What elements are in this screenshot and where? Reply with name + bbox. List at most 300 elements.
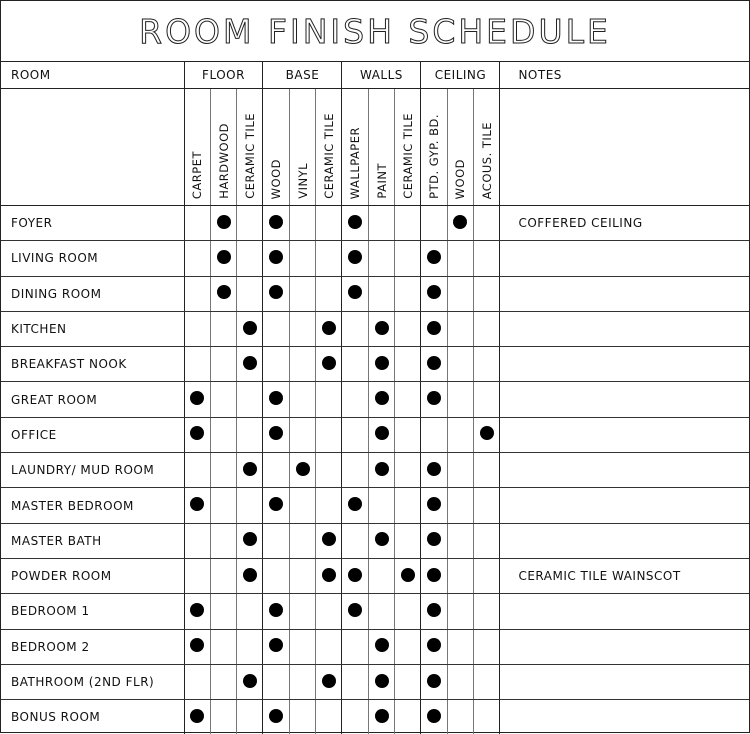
room-name: BREAKFAST NOOK <box>1 347 184 382</box>
filled-dot-icon <box>269 603 283 617</box>
table-row <box>1 241 749 276</box>
cell-walls-paint <box>368 629 394 664</box>
cell-walls-wallpaper <box>342 382 368 417</box>
filled-dot-icon <box>217 215 231 229</box>
cell-walls-paint <box>368 382 394 417</box>
notes-cell <box>500 488 749 523</box>
notes-cell <box>500 594 749 629</box>
cell-floor-hardwood <box>210 241 236 276</box>
filled-dot-icon <box>322 356 336 370</box>
filled-dot-icon <box>269 426 283 440</box>
cell-walls-paint <box>368 594 394 629</box>
cell-walls-wallpaper <box>342 594 368 629</box>
cell-walls-wallpaper <box>342 664 368 699</box>
column-header-label: WOOD <box>453 158 468 199</box>
filled-dot-icon <box>243 568 257 582</box>
cell-base-ceramic-tile <box>316 594 342 629</box>
cell-base-vinyl <box>289 382 315 417</box>
cell-floor-carpet <box>184 629 210 664</box>
filled-dot-icon <box>269 285 283 299</box>
column-header-ceiling-wood <box>447 89 473 206</box>
cell-ceiling-acous-tile <box>474 241 500 276</box>
notes-cell <box>500 311 749 346</box>
filled-dot-icon <box>427 497 441 511</box>
cell-walls-ceramic-tile <box>395 311 421 346</box>
cell-base-ceramic-tile <box>316 700 342 734</box>
cell-base-ceramic-tile <box>316 523 342 558</box>
cell-walls-wallpaper <box>342 700 368 734</box>
notes-cell <box>500 417 749 452</box>
filled-dot-icon <box>243 321 257 335</box>
cell-ceiling-acous-tile <box>474 558 500 593</box>
cell-ceiling-ptd-gyp-bd <box>421 629 447 664</box>
cell-floor-ceramic-tile <box>237 206 263 241</box>
cell-base-vinyl <box>289 700 315 734</box>
cell-ceiling-acous-tile <box>474 311 500 346</box>
filled-dot-icon <box>269 250 283 264</box>
cell-floor-hardwood <box>210 276 236 311</box>
cell-floor-hardwood <box>210 206 236 241</box>
room-name: DINING ROOM <box>1 276 184 311</box>
cell-ceiling-wood <box>447 417 473 452</box>
filled-dot-icon <box>375 709 389 723</box>
cell-floor-carpet <box>184 276 210 311</box>
filled-dot-icon <box>375 426 389 440</box>
cell-walls-wallpaper <box>342 629 368 664</box>
filled-dot-icon <box>427 462 441 476</box>
filled-dot-icon <box>269 497 283 511</box>
cell-ceiling-wood <box>447 523 473 558</box>
cell-floor-ceramic-tile <box>237 241 263 276</box>
cell-base-wood <box>263 629 289 664</box>
cell-walls-wallpaper <box>342 241 368 276</box>
filled-dot-icon <box>427 709 441 723</box>
room-name: BEDROOM 2 <box>1 629 184 664</box>
cell-base-wood <box>263 276 289 311</box>
cell-ceiling-acous-tile <box>474 488 500 523</box>
filled-dot-icon <box>190 638 204 652</box>
cell-walls-wallpaper <box>342 488 368 523</box>
table-row <box>1 700 749 734</box>
cell-base-wood <box>263 241 289 276</box>
filled-dot-icon <box>348 250 362 264</box>
table-row <box>1 382 749 417</box>
room-name: BATHROOM (2ND FLR) <box>1 664 184 699</box>
cell-walls-ceramic-tile <box>395 629 421 664</box>
table-row <box>1 594 749 629</box>
cell-walls-paint <box>368 311 394 346</box>
cell-base-vinyl <box>289 558 315 593</box>
cell-base-wood <box>263 523 289 558</box>
cell-floor-ceramic-tile <box>237 558 263 593</box>
table-row <box>1 488 749 523</box>
cell-floor-hardwood <box>210 382 236 417</box>
schedule-title: ROOM FINISH SCHEDULE <box>1 1 749 62</box>
cell-floor-ceramic-tile <box>237 488 263 523</box>
cell-floor-carpet <box>184 453 210 488</box>
filled-dot-icon <box>269 709 283 723</box>
cell-walls-ceramic-tile <box>395 276 421 311</box>
cell-ceiling-ptd-gyp-bd <box>421 276 447 311</box>
room-name: GREAT ROOM <box>1 382 184 417</box>
filled-dot-icon <box>427 568 441 582</box>
cell-base-wood <box>263 700 289 734</box>
cell-floor-carpet <box>184 417 210 452</box>
ceiling-header: CEILING <box>421 62 500 89</box>
cell-ceiling-ptd-gyp-bd <box>421 523 447 558</box>
cell-base-ceramic-tile <box>316 417 342 452</box>
filled-dot-icon <box>480 426 494 440</box>
table-row <box>1 347 749 382</box>
cell-ceiling-acous-tile <box>474 276 500 311</box>
filled-dot-icon <box>322 674 336 688</box>
cell-walls-paint <box>368 523 394 558</box>
room-name: OFFICE <box>1 417 184 452</box>
filled-dot-icon <box>375 532 389 546</box>
filled-dot-icon <box>269 215 283 229</box>
cell-ceiling-wood <box>447 382 473 417</box>
cell-floor-hardwood <box>210 700 236 734</box>
cell-ceiling-ptd-gyp-bd <box>421 594 447 629</box>
cell-base-wood <box>263 382 289 417</box>
cell-base-ceramic-tile <box>316 206 342 241</box>
filled-dot-icon <box>348 215 362 229</box>
filled-dot-icon <box>243 674 257 688</box>
cell-walls-wallpaper <box>342 453 368 488</box>
table-row <box>1 206 749 241</box>
column-header-base-wood <box>263 89 289 206</box>
filled-dot-icon <box>427 250 441 264</box>
cell-base-ceramic-tile <box>316 276 342 311</box>
cell-ceiling-wood <box>447 594 473 629</box>
filled-dot-icon <box>348 497 362 511</box>
cell-ceiling-ptd-gyp-bd <box>421 558 447 593</box>
filled-dot-icon <box>190 497 204 511</box>
cell-base-vinyl <box>289 241 315 276</box>
filled-dot-icon <box>427 321 441 335</box>
cell-walls-ceramic-tile <box>395 523 421 558</box>
cell-walls-paint <box>368 488 394 523</box>
filled-dot-icon <box>375 321 389 335</box>
cell-floor-hardwood <box>210 594 236 629</box>
cell-walls-wallpaper <box>342 523 368 558</box>
cell-base-vinyl <box>289 594 315 629</box>
cell-walls-paint <box>368 417 394 452</box>
notes-cell <box>500 347 749 382</box>
cell-floor-carpet <box>184 700 210 734</box>
cell-walls-paint <box>368 664 394 699</box>
cell-base-wood <box>263 488 289 523</box>
filled-dot-icon <box>322 321 336 335</box>
room-name: BEDROOM 1 <box>1 594 184 629</box>
cell-walls-paint <box>368 241 394 276</box>
cell-walls-ceramic-tile <box>395 558 421 593</box>
cell-floor-hardwood <box>210 453 236 488</box>
cell-ceiling-ptd-gyp-bd <box>421 347 447 382</box>
cell-floor-hardwood <box>210 629 236 664</box>
cell-walls-paint <box>368 700 394 734</box>
cell-base-wood <box>263 558 289 593</box>
cell-floor-hardwood <box>210 347 236 382</box>
cell-ceiling-acous-tile <box>474 417 500 452</box>
room-name: KITCHEN <box>1 311 184 346</box>
cell-floor-ceramic-tile <box>237 382 263 417</box>
filled-dot-icon <box>427 391 441 405</box>
cell-walls-ceramic-tile <box>395 594 421 629</box>
column-header-floor-carpet <box>184 89 210 206</box>
cell-floor-hardwood <box>210 558 236 593</box>
cell-floor-ceramic-tile <box>237 276 263 311</box>
cell-base-wood <box>263 311 289 346</box>
cell-base-wood <box>263 453 289 488</box>
filled-dot-icon <box>375 356 389 370</box>
cell-base-vinyl <box>289 347 315 382</box>
cell-ceiling-acous-tile <box>474 700 500 734</box>
column-header-label: CARPET <box>190 150 205 199</box>
filled-dot-icon <box>375 674 389 688</box>
filled-dot-icon <box>190 709 204 723</box>
filled-dot-icon <box>427 603 441 617</box>
cell-base-ceramic-tile <box>316 558 342 593</box>
schedule-grid <box>1 62 749 734</box>
cell-ceiling-ptd-gyp-bd <box>421 206 447 241</box>
cell-walls-ceramic-tile <box>395 488 421 523</box>
column-header-floor-ceramic-tile <box>237 89 263 206</box>
cell-walls-ceramic-tile <box>395 382 421 417</box>
column-header-walls-ceramic-tile <box>395 89 421 206</box>
room-subheader-blank <box>1 89 184 206</box>
filled-dot-icon <box>375 391 389 405</box>
cell-walls-ceramic-tile <box>395 664 421 699</box>
table-row <box>1 523 749 558</box>
cell-ceiling-ptd-gyp-bd <box>421 382 447 417</box>
cell-ceiling-acous-tile <box>474 382 500 417</box>
filled-dot-icon <box>217 285 231 299</box>
cell-base-vinyl <box>289 523 315 558</box>
cell-walls-wallpaper <box>342 558 368 593</box>
cell-ceiling-wood <box>447 206 473 241</box>
table-row <box>1 311 749 346</box>
cell-ceiling-ptd-gyp-bd <box>421 311 447 346</box>
filled-dot-icon <box>322 532 336 546</box>
cell-ceiling-acous-tile <box>474 629 500 664</box>
room-name: LIVING ROOM <box>1 241 184 276</box>
room-name: FOYER <box>1 206 184 241</box>
filled-dot-icon <box>322 568 336 582</box>
cell-floor-hardwood <box>210 523 236 558</box>
cell-base-vinyl <box>289 488 315 523</box>
notes-cell <box>500 664 749 699</box>
filled-dot-icon <box>190 391 204 405</box>
filled-dot-icon <box>401 568 415 582</box>
cell-base-ceramic-tile <box>316 664 342 699</box>
cell-base-ceramic-tile <box>316 453 342 488</box>
cell-floor-ceramic-tile <box>237 347 263 382</box>
notes-cell <box>500 382 749 417</box>
cell-base-wood <box>263 594 289 629</box>
cell-ceiling-acous-tile <box>474 206 500 241</box>
cell-floor-carpet <box>184 241 210 276</box>
cell-base-ceramic-tile <box>316 347 342 382</box>
cell-walls-ceramic-tile <box>395 206 421 241</box>
cell-base-vinyl <box>289 629 315 664</box>
filled-dot-icon <box>427 674 441 688</box>
cell-ceiling-acous-tile <box>474 453 500 488</box>
table-row <box>1 629 749 664</box>
cell-base-vinyl <box>289 417 315 452</box>
cell-walls-wallpaper <box>342 347 368 382</box>
notes-cell <box>500 453 749 488</box>
room-name: LAUNDRY/ MUD ROOM <box>1 453 184 488</box>
cell-walls-paint <box>368 276 394 311</box>
cell-floor-carpet <box>184 311 210 346</box>
cell-base-wood <box>263 417 289 452</box>
filled-dot-icon <box>348 568 362 582</box>
cell-walls-ceramic-tile <box>395 417 421 452</box>
cell-ceiling-ptd-gyp-bd <box>421 488 447 523</box>
table-row <box>1 276 749 311</box>
cell-ceiling-ptd-gyp-bd <box>421 241 447 276</box>
cell-floor-carpet <box>184 523 210 558</box>
notes-cell <box>500 241 749 276</box>
cell-floor-carpet <box>184 664 210 699</box>
column-header-ceiling-ptd-gyp-bd <box>421 89 447 206</box>
column-header-label: HARDWOOD <box>216 123 231 199</box>
cell-ceiling-wood <box>447 664 473 699</box>
cell-floor-carpet <box>184 558 210 593</box>
filled-dot-icon <box>190 426 204 440</box>
column-header-label: WOOD <box>269 158 284 199</box>
table-row <box>1 664 749 699</box>
cell-walls-ceramic-tile <box>395 700 421 734</box>
cell-floor-carpet <box>184 382 210 417</box>
cell-ceiling-wood <box>447 629 473 664</box>
cell-base-vinyl <box>289 453 315 488</box>
floor-header: FLOOR <box>184 62 263 89</box>
cell-ceiling-wood <box>447 347 473 382</box>
cell-ceiling-ptd-gyp-bd <box>421 664 447 699</box>
cell-ceiling-wood <box>447 558 473 593</box>
base-header: BASE <box>263 62 342 89</box>
column-header-label: PAINT <box>374 163 389 199</box>
column-header-label: CERAMIC TILE <box>321 113 336 199</box>
filled-dot-icon <box>427 638 441 652</box>
column-header-walls-wallpaper <box>342 89 368 206</box>
cell-walls-wallpaper <box>342 206 368 241</box>
filled-dot-icon <box>375 638 389 652</box>
filled-dot-icon <box>296 462 310 476</box>
cell-base-vinyl <box>289 206 315 241</box>
schedule-table <box>1 62 749 734</box>
cell-floor-hardwood <box>210 664 236 699</box>
cell-base-vinyl <box>289 664 315 699</box>
column-header-label: VINYL <box>295 163 310 199</box>
walls-header: WALLS <box>342 62 421 89</box>
column-header-label: PTD. GYP. BD. <box>427 114 442 199</box>
cell-ceiling-acous-tile <box>474 664 500 699</box>
cell-ceiling-ptd-gyp-bd <box>421 453 447 488</box>
cell-ceiling-wood <box>447 488 473 523</box>
cell-walls-paint <box>368 453 394 488</box>
cell-walls-wallpaper <box>342 417 368 452</box>
cell-walls-wallpaper <box>342 311 368 346</box>
room-name: POWDER ROOM <box>1 558 184 593</box>
filled-dot-icon <box>427 285 441 299</box>
notes-subheader-blank <box>500 89 749 206</box>
cell-ceiling-ptd-gyp-bd <box>421 700 447 734</box>
filled-dot-icon <box>348 285 362 299</box>
room-name: MASTER BATH <box>1 523 184 558</box>
cell-base-vinyl <box>289 311 315 346</box>
table-row <box>1 558 749 593</box>
column-header-ceiling-acous-tile <box>474 89 500 206</box>
cell-floor-ceramic-tile <box>237 629 263 664</box>
filled-dot-icon <box>427 356 441 370</box>
notes-cell <box>500 629 749 664</box>
filled-dot-icon <box>190 603 204 617</box>
cell-floor-hardwood <box>210 488 236 523</box>
column-header-label: CERAMIC TILE <box>400 113 415 199</box>
cell-floor-carpet <box>184 206 210 241</box>
column-header-floor-hardwood <box>210 89 236 206</box>
cell-base-ceramic-tile <box>316 311 342 346</box>
filled-dot-icon <box>217 250 231 264</box>
cell-base-wood <box>263 206 289 241</box>
cell-floor-ceramic-tile <box>237 594 263 629</box>
cell-floor-carpet <box>184 347 210 382</box>
filled-dot-icon <box>375 462 389 476</box>
cell-floor-ceramic-tile <box>237 700 263 734</box>
room-header: ROOM <box>1 62 184 89</box>
cell-ceiling-wood <box>447 453 473 488</box>
room-name: MASTER BEDROOM <box>1 488 184 523</box>
cell-ceiling-wood <box>447 241 473 276</box>
notes-cell: CERAMIC TILE WAINSCOT <box>500 558 749 593</box>
cell-walls-wallpaper <box>342 276 368 311</box>
notes-cell: COFFERED CEILING <box>500 206 749 241</box>
cell-base-ceramic-tile <box>316 382 342 417</box>
column-header-label: WALLPAPER <box>348 126 363 199</box>
notes-cell <box>500 700 749 734</box>
filled-dot-icon <box>269 638 283 652</box>
cell-ceiling-ptd-gyp-bd <box>421 417 447 452</box>
group-header-row <box>1 62 749 89</box>
cell-walls-paint <box>368 558 394 593</box>
cell-walls-ceramic-tile <box>395 347 421 382</box>
cell-base-ceramic-tile <box>316 488 342 523</box>
column-header-label: ACOUS. TILE <box>479 121 494 199</box>
filled-dot-icon <box>453 215 467 229</box>
cell-floor-ceramic-tile <box>237 453 263 488</box>
cell-floor-carpet <box>184 488 210 523</box>
cell-floor-hardwood <box>210 311 236 346</box>
cell-base-wood <box>263 664 289 699</box>
room-name: BONUS ROOM <box>11 710 101 725</box>
column-header-row <box>1 89 749 206</box>
cell-ceiling-acous-tile <box>474 594 500 629</box>
column-header-base-ceramic-tile <box>316 89 342 206</box>
table-row <box>1 453 749 488</box>
cell-floor-ceramic-tile <box>237 664 263 699</box>
cell-base-ceramic-tile <box>316 241 342 276</box>
cell-floor-ceramic-tile <box>237 311 263 346</box>
column-header-walls-paint <box>368 89 394 206</box>
cell-walls-ceramic-tile <box>395 241 421 276</box>
notes-cell <box>500 523 749 558</box>
cell-walls-paint <box>368 206 394 241</box>
filled-dot-icon <box>243 532 257 546</box>
filled-dot-icon <box>427 532 441 546</box>
